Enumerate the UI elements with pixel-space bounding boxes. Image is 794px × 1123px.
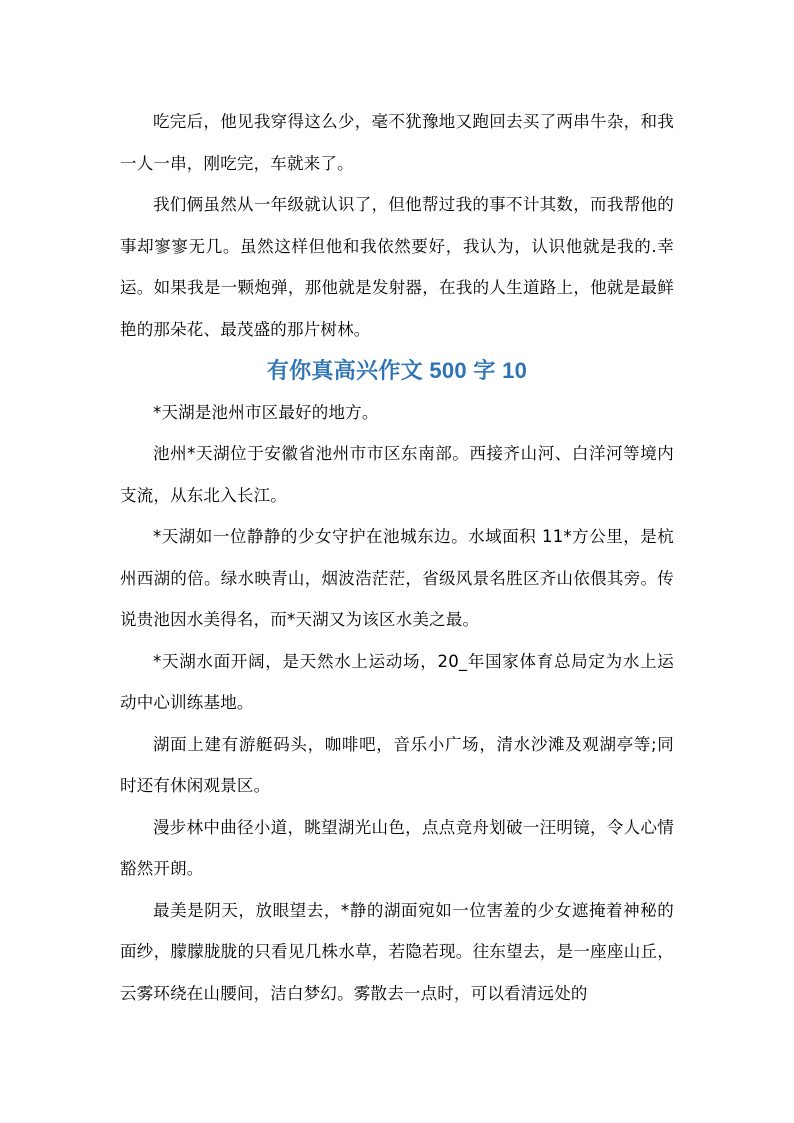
paragraph-6: *天湖水面开阔，是天然水上运动场，20_年国家体育总局定为水上运动中心训练基地。	[120, 651, 674, 712]
document-body	[120, 101, 674, 1014]
paragraph-5: *天湖如一位静静的少女守护在池城东边。水域面积 11*方公里，是杭州西湖的倍。绿水映青山，烟波浩茫茫，省级风景名胜区齐山依偎其旁。传说贵池因水美得名，而*天湖又为该区水美之最。	[120, 527, 674, 629]
paragraph-7: 湖面上建有游艇码头，咖啡吧，音乐小广场，清水沙滩及观湖亭等;同时还有休闲观景区。	[120, 734, 674, 795]
paragraph-4: 池州*天湖位于安徽省池州市市区东南部。西接齐山河、白洋河等境内支流，从东北入长江。	[120, 444, 674, 505]
paragraph-2: 我们俩虽然从一年级就认识了，但他帮过我的事不计其数，而我帮他的事却寥寥无几。虽然这样但他和我依然要好，我认为，认识他就是我的.幸运。如果我是一颗炮弹，那他就是发射器，在我的人生道路上，他就是最鲜艳的那朵花、最茂盛的那片树林。	[120, 195, 674, 339]
section-heading: 有你真高兴作文 500 字 10	[266, 358, 528, 383]
paragraph-1: 吃完后，他见我穿得这么少，毫不犹豫地又跑回去买了两串牛杂，和我一人一串，刚吃完，车就来了。	[120, 112, 674, 173]
paragraph-9: 最美是阴天，放眼望去，*静的湖面宛如一位害羞的少女遮掩着神秘的面纱，朦朦胧胧的只看见几株水草，若隐若现。往东望去，是一座座山丘，云雾环绕在山腰间，洁白梦幻。雾散去一点时，可以看清远处的	[120, 900, 674, 1003]
paragraph-8: 漫步林中曲径小道，眺望湖光山色，点点竞舟划破一汪明镜，令人心情豁然开朗。	[120, 817, 674, 878]
paragraph-3: *天湖是池州市区最好的地方。	[153, 402, 379, 422]
